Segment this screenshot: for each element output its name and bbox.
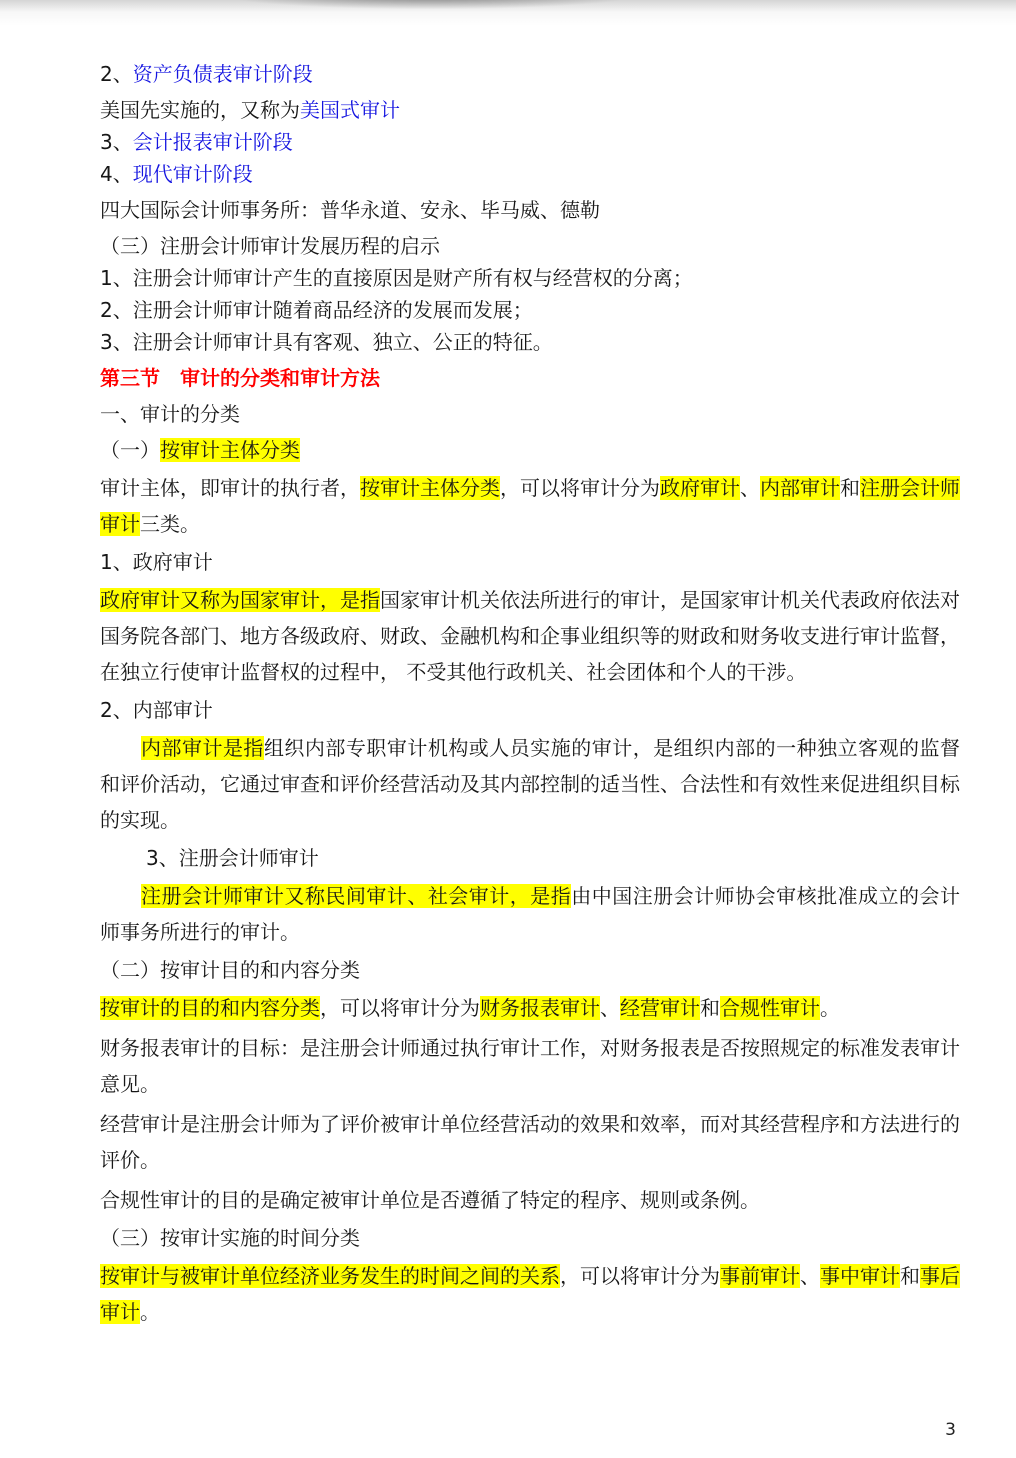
- text-run: 。: [820, 996, 840, 1020]
- text-run: 一、审计的分类: [100, 402, 240, 426]
- heading-development-revelations: [100, 230, 960, 262]
- highlighted-text: 按审计的目的和内容分类: [100, 996, 320, 1020]
- para-by-subject: [100, 470, 960, 542]
- highlighted-text: 内部审计: [760, 476, 840, 500]
- link-text[interactable]: 美国式审计: [300, 98, 400, 122]
- highlighted-text: 政府审计: [660, 476, 740, 500]
- para-operational-audit: [100, 1106, 960, 1178]
- para-internal-audit: [100, 730, 960, 838]
- text-run: 美国先实施的，又称为: [100, 98, 300, 122]
- link-text[interactable]: 现代审计阶段: [132, 162, 253, 186]
- text-run: 3、: [100, 130, 133, 154]
- highlighted-text: 事中审计: [820, 1264, 900, 1288]
- text-run: ，可以将审计分为: [320, 996, 480, 1020]
- text-run: ，可以将审计分为: [560, 1264, 720, 1288]
- text-run: 四大国际会计师事务所：普华永道、安永、毕马威、德勒: [100, 198, 600, 222]
- para-financial-statement-audit: [100, 1030, 960, 1102]
- para-government-audit: [100, 582, 960, 690]
- para-compliance-audit: [100, 1182, 960, 1218]
- text-run: （三）按审计实施的时间分类: [100, 1226, 360, 1250]
- highlighted-text: 经营审计: [620, 996, 700, 1020]
- highlighted-text: 内部审计是指: [141, 736, 264, 760]
- text-run: 2、内部审计: [100, 698, 213, 722]
- stage-item-balance-sheet: [100, 58, 960, 90]
- link-text[interactable]: 会计报表审计阶段: [132, 130, 293, 154]
- section-heading-text: 第三节 审计的分类和审计方法: [100, 366, 380, 390]
- text-run: 三类。: [140, 512, 200, 536]
- para-by-time: [100, 1258, 960, 1330]
- text-run: 组织内部专职审计机构或人员实施的审计，是组织内部的一种独立客观的监督和评价活动，它通过审查和评价经营活动及其内部控制的适当性、合法性和有效性来促进组织目标的实现。: [100, 736, 961, 832]
- item-cpa-audit: [100, 842, 960, 874]
- revelation-item-2: [100, 294, 960, 326]
- revelation-item-1: [100, 262, 960, 294]
- text-run: 、: [800, 1264, 820, 1288]
- text-run: 2、注册会计师审计随着商品经济的发展而发展；: [100, 298, 533, 322]
- text-run: （二）按审计目的和内容分类: [100, 958, 360, 982]
- text-run: 由中国注册会计师协会审核批准成立的会计师事务所进行的审计。: [100, 884, 961, 944]
- text-run: 、: [740, 476, 760, 500]
- text-run: 财务报表审计的目标：是注册会计师通过执行审计工作，对财务报表是否按照规定的标准发表审计意见。: [100, 1036, 960, 1096]
- para-by-purpose: [100, 990, 960, 1026]
- text-run: 和: [700, 996, 720, 1020]
- heading-audit-classification: [100, 398, 960, 430]
- text-run: 1、政府审计: [100, 550, 213, 574]
- stage-item-modern-audit: [100, 158, 960, 190]
- subheading-by-purpose: [100, 954, 960, 986]
- text-run: 审计主体，即审计的执行者，: [100, 476, 360, 500]
- document-content: [100, 58, 960, 1334]
- text-run: 1、注册会计师审计产生的直接原因是财产所有权与经营权的分离；: [100, 266, 693, 290]
- page-number: 3: [945, 1420, 956, 1440]
- revelation-item-3: [100, 326, 960, 358]
- highlighted-text: 财务报表审计: [480, 996, 600, 1020]
- text-run: 和: [840, 476, 860, 500]
- text-run: 2、: [100, 62, 133, 86]
- highlighted-text: 事前审计: [720, 1264, 800, 1288]
- text-run: ，可以将审计分为: [500, 476, 660, 500]
- item-internal-audit: [100, 694, 960, 726]
- highlighted-text: 注册会计师审计: [100, 476, 960, 536]
- highlighted-text: 按审计与被审计单位经济业务发生的时间之间的关系: [100, 1264, 560, 1288]
- text-run: 国家审计机关依法所进行的审计，是国家审计机关代表政府依法对国务院各部门、地方各级政府、财政、金融机构和企事业组织等的财政和财务收支进行审计监督，在独立行使审计监督权的过程中， 不受其他行政机关、社会团体和个人的干涉。: [100, 588, 960, 684]
- text-run: 和: [900, 1264, 920, 1288]
- line-big4: [100, 194, 960, 226]
- text-run: 3、注册会计师审计具有客观、独立、公正的特征。: [100, 330, 553, 354]
- link-text[interactable]: 资产负债表审计阶段: [132, 62, 313, 86]
- highlighted-text: 注册会计师审计又称民间审计、社会审计，是指: [141, 884, 572, 908]
- text-run: 4、: [100, 162, 133, 186]
- para-cpa-audit: [100, 878, 960, 950]
- text-run: （三）注册会计师审计发展历程的启示: [100, 234, 440, 258]
- stage-item-financial-statements: [100, 126, 960, 158]
- subheading-by-time: [100, 1222, 960, 1254]
- highlighted-text: 合规性审计: [720, 996, 820, 1020]
- highlighted-text: 按审计主体分类: [360, 476, 500, 500]
- highlighted-text: 按审计主体分类: [160, 438, 300, 462]
- text-run: 、: [600, 996, 620, 1020]
- text-run: 合规性审计的目的是确定被审计单位是否遵循了特定的程序、规则或条例。: [100, 1188, 760, 1212]
- text-run: 经营审计是注册会计师为了评价被审计单位经营活动的效果和效率，而对其经营程序和方法进行的评价。: [100, 1112, 960, 1172]
- item-government-audit: [100, 546, 960, 578]
- text-run: （一）: [100, 438, 160, 462]
- text-run: 3、注册会计师审计: [146, 846, 319, 870]
- subheading-by-subject: [100, 434, 960, 466]
- line-us-first: [100, 94, 960, 126]
- highlighted-text: 政府审计又称为国家审计，是指: [100, 588, 380, 612]
- highlighted-text: 事后审计: [100, 1264, 960, 1324]
- text-run: 。: [140, 1300, 160, 1324]
- page-top-shadow: [0, 0, 1016, 26]
- section-3-heading: [100, 362, 960, 394]
